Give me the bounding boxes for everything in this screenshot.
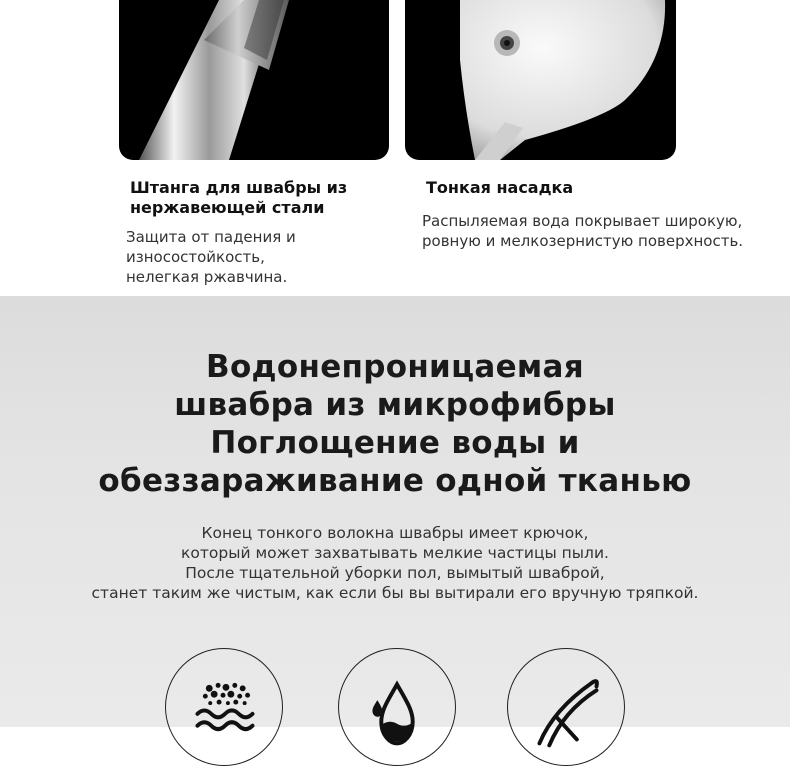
water-drop-icon	[338, 648, 456, 766]
headline-line: обеззараживание одной тканью	[98, 463, 692, 499]
headline-line: Водонепроницаемая	[206, 349, 584, 385]
features-section	[0, 0, 790, 296]
headline-line: швабра из микрофибры	[174, 387, 616, 423]
headline-line: Поглощение воды и	[210, 425, 580, 461]
feature-pole-title-line: нержавеющей стали	[130, 198, 325, 217]
feature-nozzle-text-line: ровную и мелкозернистую поверхность.	[422, 232, 744, 250]
feature-pole-text	[126, 227, 296, 287]
feature-nozzle-title	[426, 178, 573, 198]
feature-pole-title-line: Штанга для швабры из	[130, 178, 348, 197]
fiber-hook-icon	[507, 648, 625, 766]
feature-pole-text-line: нелегкая ржавчина.	[126, 268, 288, 286]
spray-nozzle-photo	[405, 0, 676, 160]
description-line: Конец тонкого волокна швабры имеет крючок,	[201, 524, 589, 542]
feature-nozzle-text-line: Распыляемая вода покрывает широкую,	[422, 212, 743, 230]
feature-pole-title	[130, 178, 347, 218]
feature-pole-text-line: износостойкость,	[126, 248, 265, 266]
description-line: После тщательной уборки пол, вымытый шваброй,	[185, 564, 605, 582]
section-headline	[0, 348, 790, 500]
stainless-steel-pole-photo	[119, 0, 389, 160]
description-line: станет таким же чистым, как если бы вы вытирали его вручную тряпкой.	[91, 584, 699, 602]
feature-nozzle-title-line: Тонкая насадка	[426, 178, 574, 197]
section-description	[0, 523, 790, 603]
feature-pole-text-line: Защита от падения и	[126, 228, 296, 246]
feature-nozzle-text	[422, 211, 743, 251]
description-line: который может захватывать мелкие частицы пыли.	[181, 544, 609, 562]
particles-waves-icon	[165, 648, 283, 766]
